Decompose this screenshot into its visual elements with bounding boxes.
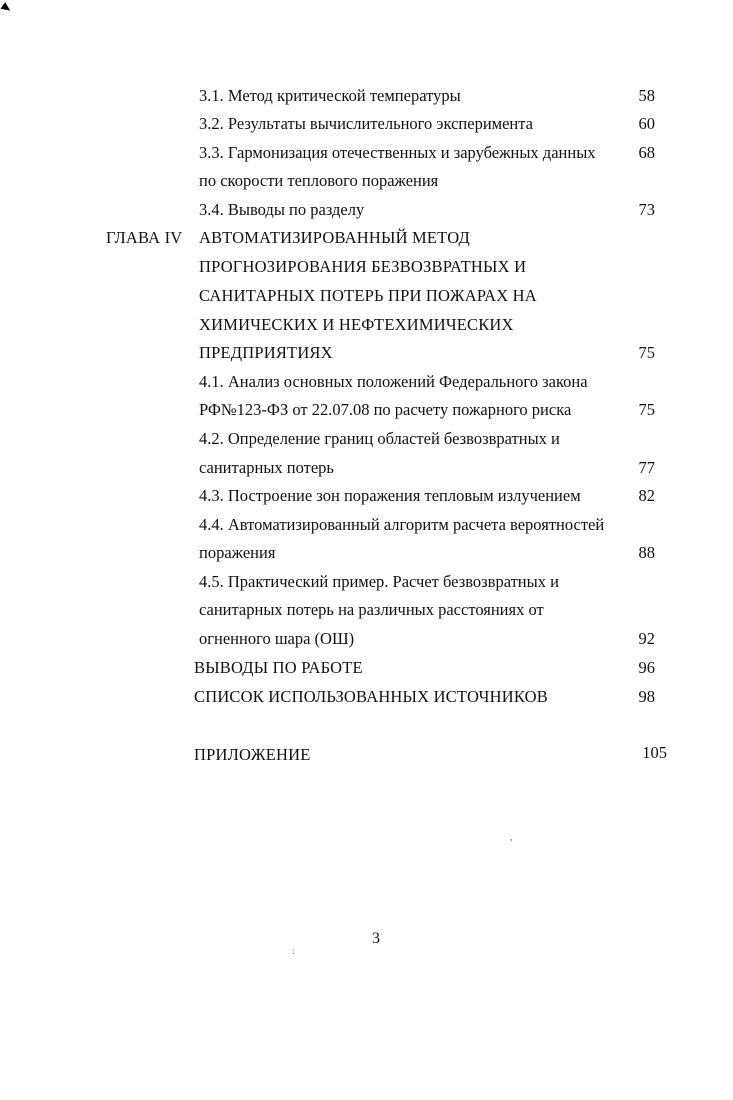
chapter-label: ГЛАВА IV (106, 228, 183, 247)
page-number: 3 (372, 930, 380, 947)
toc-entry-3-4: 3.4. Выводы по разделу (199, 200, 365, 219)
toc-entry-4-3: 4.3. Построение зон поражения тепловым излучением (199, 486, 581, 505)
toc-page-4-1: 75 (638, 400, 655, 419)
toc-entry-4-4-cont: поражения (199, 543, 276, 562)
chapter-title-line-3: САНИТАРНЫХ ПОТЕРЬ ПРИ ПОЖАРАХ НА (199, 286, 537, 305)
scan-speck: , (510, 832, 513, 842)
toc-page-3-1: 58 (638, 86, 655, 105)
toc-page-3-2: 60 (638, 114, 655, 133)
scan-speck: : (292, 946, 295, 956)
chapter-title-line-1: АВТОМАТИЗИРОВАННЫЙ МЕТОД (199, 228, 470, 247)
toc-page-appendix: 105 (642, 743, 667, 762)
toc-entry-4-4: 4.4. Автоматизированный алгоритм расчета вероятностей (199, 515, 605, 534)
toc-page-4-4: 88 (638, 543, 655, 562)
toc-entry-appendix: ПРИЛОЖЕНИЕ (194, 745, 311, 764)
toc-entry-3-1: 3.1. Метод критической температуры (199, 86, 461, 105)
chapter-title-line-5: ПРЕДПРИЯТИЯХ (199, 343, 333, 362)
chapter-title-line-4: ХИМИЧЕСКИХ И НЕФТЕХИМИЧЕСКИХ (199, 315, 514, 334)
toc-page-references: 98 (638, 687, 655, 706)
toc-page-chapter-4: 75 (638, 343, 655, 362)
toc-entry-references: СПИСОК ИСПОЛЬЗОВАННЫХ ИСТОЧНИКОВ (194, 687, 548, 706)
toc-entry-4-1: 4.1. Анализ основных положений Федерального закона (199, 372, 588, 391)
toc-entry-4-5: 4.5. Практический пример. Расчет безвозвратных и (199, 572, 559, 591)
toc-page-4-3: 82 (638, 486, 655, 505)
toc-entry-3-3: 3.3. Гармонизация отечественных и зарубежных данных (199, 143, 596, 162)
toc-entry-4-5-cont-2: огненного шара (ОШ) (199, 629, 355, 648)
scan-corner-mark (1, 2, 13, 14)
toc-entry-3-2: 3.2. Результаты вычислительного эксперимента (199, 114, 533, 133)
toc-entry-4-2-cont: санитарных потерь (199, 458, 334, 477)
toc-entry-4-1-cont: РФ№123-ФЗ от 22.07.08 по расчету пожарного риска (199, 400, 572, 419)
chapter-title-line-2: ПРОГНОЗИРОВАНИЯ БЕЗВОЗВРАТНЫХ И (199, 257, 527, 276)
toc-entry-3-3-cont: по скорости теплового поражения (199, 171, 439, 190)
toc-page-4-2: 77 (638, 458, 655, 477)
toc-page-3-3: 68 (638, 143, 655, 162)
toc-page-3-4: 73 (638, 200, 655, 219)
toc-page-4-5: 92 (638, 629, 655, 648)
toc-entry-4-5-cont-1: санитарных потерь на различных расстояниях от (199, 600, 544, 619)
toc-entry-conclusions: ВЫВОДЫ ПО РАБОТЕ (194, 658, 363, 677)
toc-page-conclusions: 96 (638, 658, 655, 677)
toc-entry-4-2: 4.2. Определение границ областей безвозвратных и (199, 429, 560, 448)
